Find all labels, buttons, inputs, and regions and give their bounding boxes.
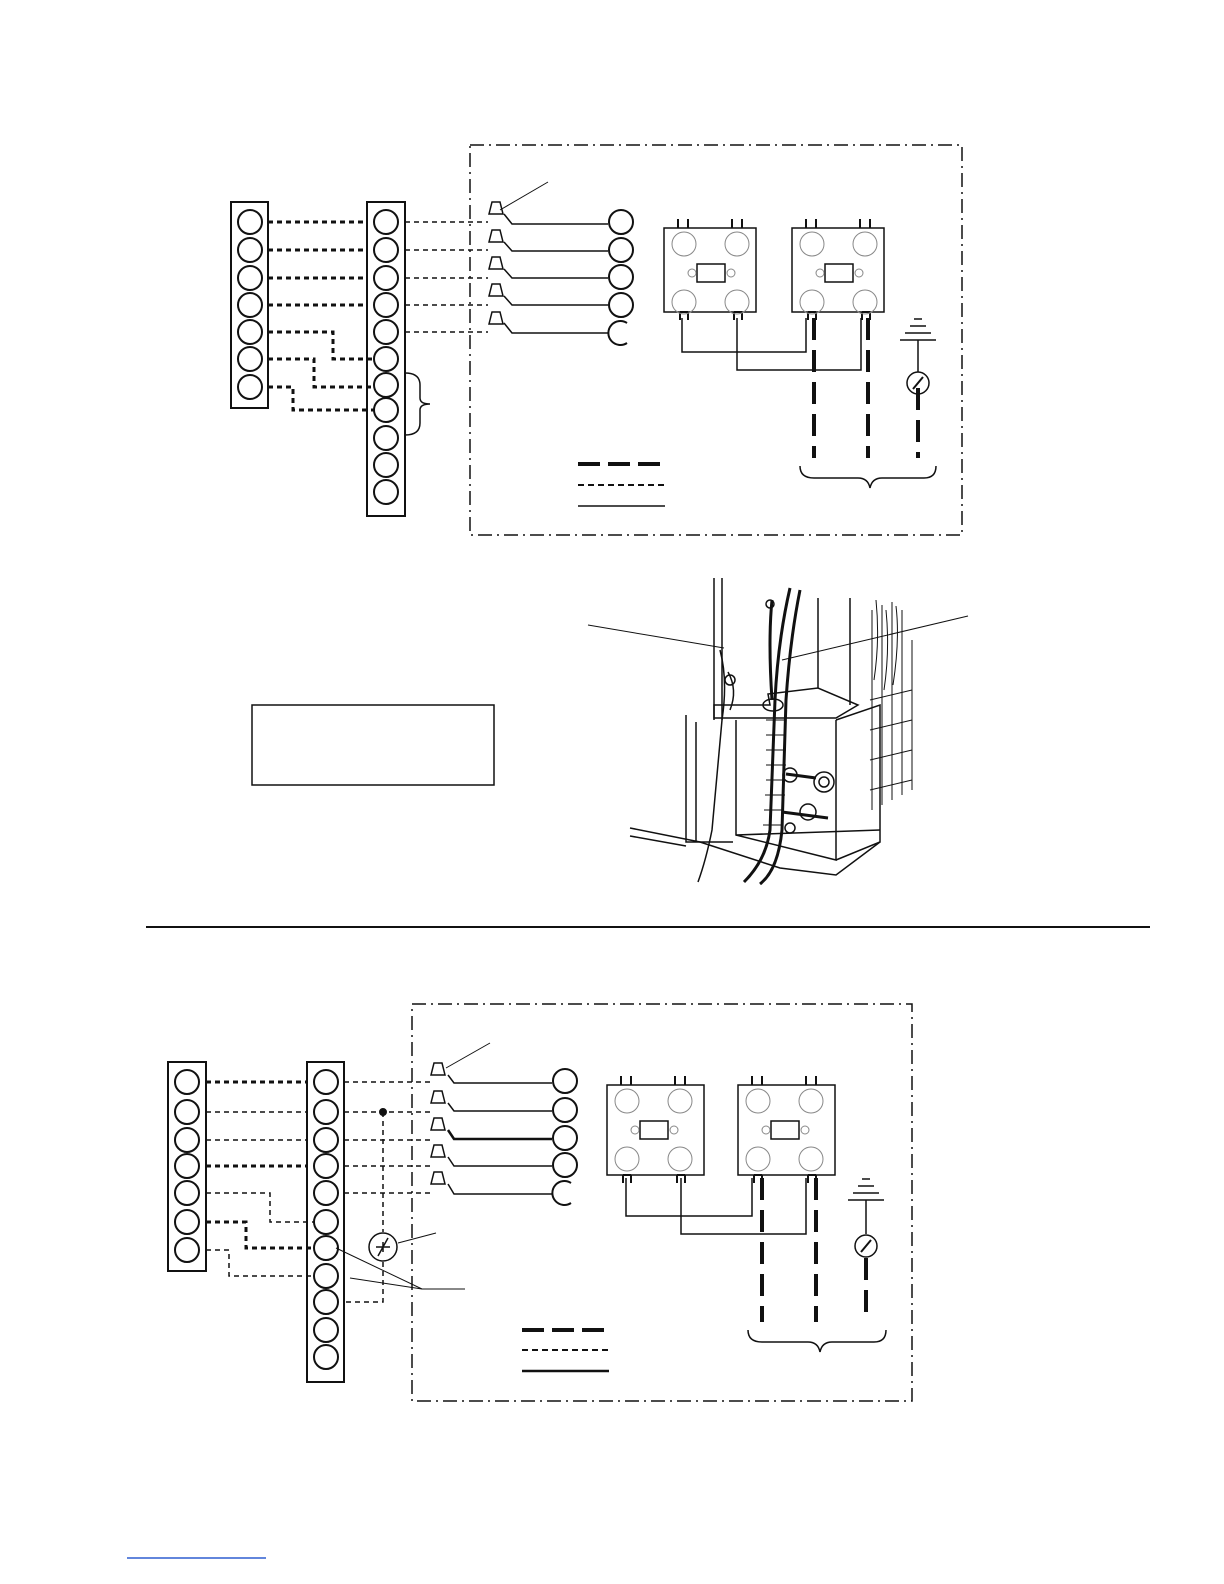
top-unit-enclosure [470,145,962,535]
bottom-wiring-diagram [168,1004,912,1401]
bottom-indoor-terminal-8 [314,1264,338,1288]
top-contactor-wires [682,318,861,370]
top-indoor-terminal-9 [374,426,398,450]
top-unit-terminals [608,210,633,345]
bottom-thermostat-terminal-6 [175,1210,199,1234]
top-indoor-terminal-10 [374,453,398,477]
top-terminal-brace [405,373,430,435]
bottom-wire-connector-2 [431,1091,445,1103]
top-indoor-terminals [374,210,398,504]
top-thermostat-terminal-5 [238,320,262,344]
bottom-contactor-wires [626,1178,806,1234]
bottom-thermostat-terminal-1 [175,1070,199,1094]
top-ground-icon [900,319,936,394]
bottom-indoor-terminal-2 [314,1100,338,1124]
top-field-wires [405,222,488,332]
top-indoor-terminal-8 [374,398,398,422]
top-indoor-terminal-6 [374,347,398,371]
top-indoor-terminal-2 [374,238,398,262]
top-indoor-terminal-5 [374,320,398,344]
top-wire-legend [578,464,668,506]
top-unit-terminal-4 [609,293,633,317]
bottom-indoor-terminal-3 [314,1128,338,1152]
top-thermostat-terminal-7 [238,375,262,399]
bottom-connector-leader [446,1043,490,1068]
bottom-thermostat-terminal-7 [175,1238,199,1262]
bottom-field-wires [344,1082,430,1193]
bottom-indoor-terminal-7 [314,1236,338,1260]
bottom-indoor-terminal-5 [314,1181,338,1205]
bottom-wire-connector-5 [431,1172,445,1184]
top-unit-terminal-2 [609,238,633,262]
top-thermostat-terminal-6 [238,347,262,371]
top-unit-terminal-3 [609,265,633,289]
bottom-wire-connector-4 [431,1145,445,1157]
bottom-ground-icon [848,1179,884,1257]
bottom-indoor-terminal-10 [314,1318,338,1342]
top-connector-leader [500,182,548,210]
top-power-brace [800,466,936,488]
top-contactor-1 [664,219,756,320]
top-thermostat-terminal-3 [238,266,262,290]
top-indoor-terminal-11 [374,480,398,504]
bottom-contactor-2 [738,1076,835,1183]
bottom-unit-terminal-3 [553,1126,577,1150]
bottom-indoor-terminal-11 [314,1345,338,1369]
top-thermostat-wires [268,222,374,410]
top-wire-connector-1 [489,202,503,214]
bottom-thermostat-terminals [175,1070,199,1262]
bottom-thermostat-terminal-3 [175,1128,199,1152]
top-wire-connectors [489,202,503,324]
top-unit-terminal-5 [608,321,627,345]
bottom-unit-terminal-1 [553,1069,577,1093]
illustration-leader-right [782,616,968,660]
bottom-indoor-terminals [314,1070,338,1369]
bottom-terminal-leaders [336,1248,465,1289]
bottom-contactor-1 [607,1076,704,1183]
top-wiring-diagram [231,145,962,535]
top-indoor-terminal-3 [374,266,398,290]
bottom-thermostat-wires [206,1082,314,1276]
top-contactor-2 [792,219,884,320]
outdoor-thermostat-icon [369,1233,397,1261]
bottom-indoor-terminal-4 [314,1154,338,1178]
illustration-leader-left [588,625,724,648]
top-wire-connector-4 [489,284,503,296]
top-thermostat-terminal-2 [238,238,262,262]
bottom-indoor-terminal-9 [314,1290,338,1314]
bottom-unit-wires [448,1075,552,1194]
outdoor-unit-illustration [588,578,968,884]
bottom-indoor-terminal-1 [314,1070,338,1094]
top-power-leads [814,318,918,458]
bottom-unit-terminal-2 [553,1098,577,1122]
outdoor-thermostat-leader [398,1233,436,1243]
top-wire-connector-5 [489,312,503,324]
bottom-wire-connector-1 [431,1063,445,1075]
top-indoor-terminal-1 [374,210,398,234]
top-thermostat-terminals [238,210,262,399]
top-thermostat-terminal-4 [238,293,262,317]
bottom-unit-terminal-4 [553,1153,577,1177]
top-wire-connector-2 [489,230,503,242]
bottom-thermostat-terminal-4 [175,1154,199,1178]
bottom-thermostat-terminal-5 [175,1181,199,1205]
bottom-wire-legend [522,1330,612,1371]
bottom-wire-connector-3 [431,1118,445,1130]
top-indoor-terminal-4 [374,293,398,317]
top-thermostat-terminal-1 [238,210,262,234]
bottom-power-brace [748,1330,886,1352]
bottom-indoor-terminal-6 [314,1210,338,1234]
photo-callout-box [252,705,494,785]
top-indoor-terminal-7 [374,373,398,397]
bottom-unit-terminals [552,1069,577,1205]
bottom-unit-terminal-5 [552,1181,571,1205]
bottom-thermostat-terminal-2 [175,1100,199,1124]
top-unit-terminal-1 [609,210,633,234]
bottom-wire-connectors [431,1063,445,1184]
top-unit-wires [504,214,608,333]
top-wire-connector-3 [489,257,503,269]
